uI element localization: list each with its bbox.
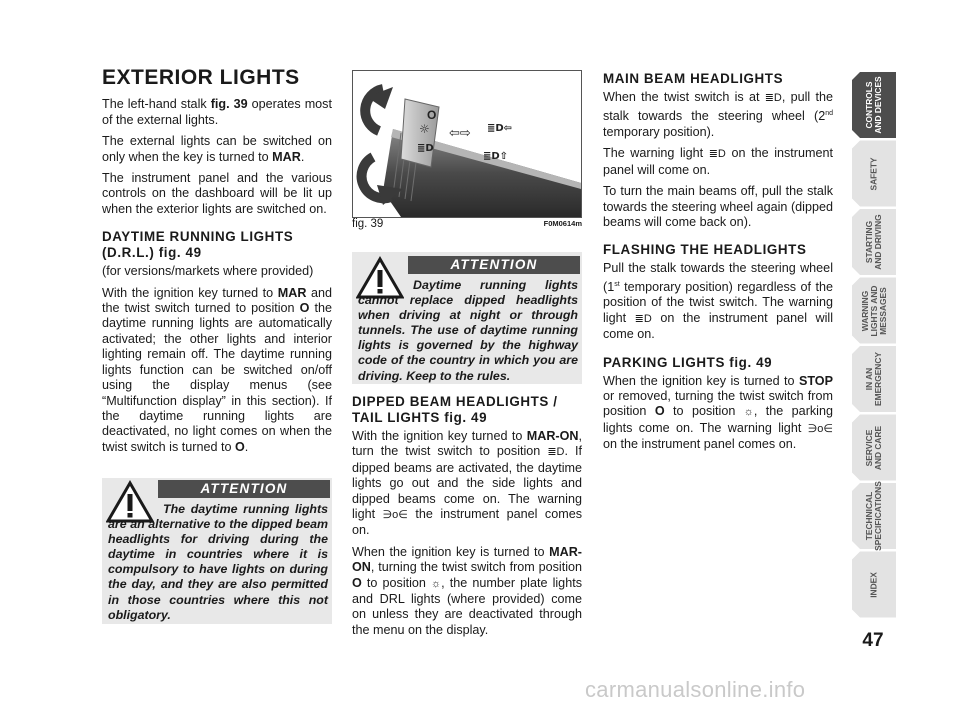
attention-label: ATTENTION	[158, 480, 330, 498]
side-light-symbol-icon: ☼	[419, 122, 430, 136]
main-beam-heading: MAIN BEAM HEADLIGHTS	[603, 71, 784, 86]
attention-box-drl-limits	[352, 252, 582, 384]
dipped-beam-heading: DIPPED BEAM HEADLIGHTS / TAIL LIGHTS fig. 49	[352, 394, 558, 425]
figure-code: F0M0614m	[543, 219, 582, 228]
parking-light-icon: ∋o∈	[382, 509, 408, 522]
figure-39-stalk-illustration	[352, 70, 582, 218]
tab-warning-lights[interactable]	[852, 278, 896, 344]
dipped-beam-icon: ≣D	[547, 446, 565, 459]
figure-caption	[352, 218, 582, 230]
tab-label: IN AN EMERGENCY	[864, 352, 883, 406]
tab-label: CONTROLS AND DEVICES	[864, 76, 883, 134]
tab-service[interactable]	[852, 415, 896, 481]
side-light-icon: ☼	[431, 577, 442, 590]
tab-technical[interactable]	[852, 483, 896, 549]
figure-number: fig. 39	[352, 218, 384, 230]
attention-box-daytime-lights	[102, 478, 332, 624]
intro-paragraph-2: The external lights can be switched on only when the key is turned to MAR.	[102, 134, 332, 164]
tab-safety[interactable]	[852, 141, 896, 207]
dipped-beam-paragraph-1: With the ignition key turned to MAR-ON, turn the twist switch to position ≣D. If dipped beams are activated, the daytime lights go out and the side lights and dipped beams come on. The warning light ∋o∈ the instrument panel comes on.	[352, 429, 583, 538]
tab-label: SERVICE AND CARE	[864, 425, 883, 470]
main-beam-symbol-icon: ≣D⇧	[483, 151, 509, 162]
middle-column	[352, 384, 582, 644]
turn-signal-arrows-icon: ⇦⇨	[449, 126, 471, 141]
ring-position-o: O	[427, 108, 437, 122]
tab-label: STARTING AND DRIVING	[864, 214, 883, 270]
right-column	[603, 70, 833, 459]
tab-label: SAFETY	[868, 156, 879, 191]
attention-text: The daytime running lights are an alternative to the dipped beam headlights for driving during the daytime in countries where it is compulsory to have lights on during the day, and they are also permitted in those countries where this not obligatory.	[108, 502, 328, 622]
parking-paragraph: When the ignition key is turned to STOP or removed, turning the twist switch from position O to position ☼, the parking lights come on. The warning light ∋o∈ on the instrument panel comes on.	[603, 373, 833, 452]
key-position: MAR	[272, 149, 301, 164]
flashing-heading: FLASHING THE HEADLIGHTS	[603, 242, 807, 258]
tab-label: INDEX	[868, 571, 879, 598]
side-light-icon: ☼	[743, 406, 754, 419]
parking-light-icon: ∋o∈	[807, 422, 833, 435]
tab-index[interactable]	[852, 552, 896, 618]
left-column	[102, 66, 332, 461]
main-beam-warning-icon: ≣D	[634, 312, 652, 325]
light-stalk-drawing	[353, 71, 581, 217]
watermark-text: carmanualsonline.info	[585, 677, 806, 702]
tab-emergency[interactable]	[852, 346, 896, 412]
dipped-beam-symbol-icon: ≣D	[417, 143, 434, 154]
tab-label: TECHNICAL SPECIFICATIONS	[864, 481, 883, 551]
drl-subtitle: (for versions/markets where provided)	[102, 264, 314, 279]
attention-text: Daytime running lights cannot replace dipped headlights when driving at night or through tunnels. The use of daytime running lights is governed by the highway code of the country in which you are driving. Keep to the rules.	[358, 278, 578, 383]
main-beam-paragraph-1: When the twist switch is at ≣D, pull the stalk towards the steering wheel (2nd temporary position).	[603, 90, 833, 139]
tab-label: WARNING LIGHTS AND MESSAGES	[859, 285, 888, 336]
flashing-paragraph: Pull the stalk towards the steering wheel (1st temporary position) regardless of the position of the twist switch. The warning light ≣D on the instrument panel will come on.	[603, 261, 833, 342]
drl-paragraph: With the ignition key turned to MAR and the twist switch turned to position O the daytime running lights are automatically activated; the other lights and interior lighting remain off. The daytime running lights function can be switched on/off using the display menus (see “Multifunction display” in this section). If the daytime running lights are deactivated, no light comes on when the twist switch is turned to O.	[102, 285, 332, 454]
page-title: EXTERIOR LIGHTS	[102, 66, 300, 89]
main-beam-warning-icon: ≣D	[708, 148, 726, 161]
main-beam-paragraph-2: The warning light ≣D on the instrument panel will come on.	[603, 146, 834, 177]
dipped-beam-paragraph-2: When the ignition key is turned to MAR-ON, turning the twist switch from position O to position ☼, the number plate lights and DRL lights (where provided) come on unless they are deactivated through the menu on the display.	[352, 544, 582, 637]
intro-paragraph-3: The instrument panel and the various controls on the dashboard will be lit up when the exterior lights are switched on.	[102, 171, 332, 216]
attention-label: ATTENTION	[408, 256, 580, 274]
figure-reference: fig. 39	[210, 97, 248, 112]
parking-heading: PARKING LIGHTS fig. 49	[603, 354, 773, 370]
main-beam-paragraph-3: To turn the main beams off, pull the stalk towards the steering wheel again (dipped beams will come back on).	[603, 184, 833, 230]
main-beam-icon: ≣D	[764, 92, 782, 104]
drl-heading: DAYTIME RUNNING LIGHTS (D.R.L.) fig. 49	[102, 229, 294, 261]
intro-paragraph-1: The left-hand stalk fig. 39 operates most of the external lights.	[102, 97, 332, 127]
page-number: 47	[862, 630, 884, 651]
tab-controls[interactable]	[852, 72, 896, 138]
main-beam-flash-symbol-icon: ≣D⇦	[487, 123, 513, 134]
tab-starting[interactable]	[852, 209, 896, 275]
